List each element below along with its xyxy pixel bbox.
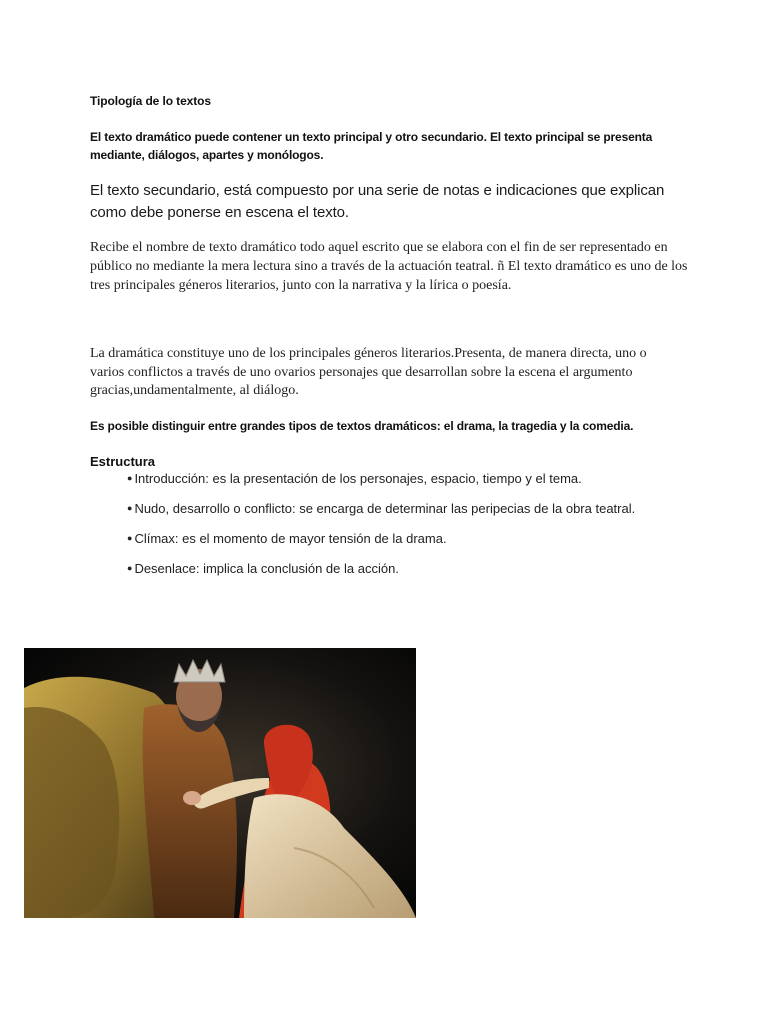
list-item	[127, 470, 727, 500]
bullet-icon: ●	[127, 473, 133, 483]
structure-list	[127, 470, 727, 590]
dramatic-genre-paragraph: La dramática constituye uno de los principales géneros literarios.Presenta, de manera directa, uno o varios conflictos a través de uno ovarios personajes que desarrollan sobre la escena el argumento gracias,undamentalmente, al diálogo.	[90, 346, 647, 398]
intro-paragraph: El texto dramático puede contener un texto principal y otro secundario. El texto principal se presenta mediante, diálogos, apartes y monólogos.	[90, 130, 653, 162]
list-item-text: Introducción: es la presentación de los personajes, espacio, tiempo y el tema.	[134, 471, 582, 486]
list-item-text: Nudo, desarrollo o conflicto: se encarga de determinar las peripecias de la obra teatral.	[134, 501, 636, 516]
definition-paragraph: Recibe el nombre de texto dramático todo aquel escrito que se elabora con el fin de ser representado en público no mediante la mera lectura sino a través de la actuación teatral. ñ El texto dramático es uno de los tres principales géneros literarios, junto con la narrativa y la lírica o poesía.	[90, 240, 688, 293]
king-robe	[143, 704, 237, 918]
theater-scene-photo	[24, 648, 416, 918]
list-item-text: Clímax: es el momento de mayor tensión de la drama.	[134, 531, 447, 546]
list-item	[127, 500, 727, 530]
list-item-text: Desenlace: implica la conclusión de la acción.	[134, 561, 399, 576]
types-paragraph: Es posible distinguir entre grandes tipos de textos dramáticos: el drama, la tragedia y la comedia.	[90, 419, 634, 433]
structure-heading: Estructura	[90, 454, 156, 469]
queen-hand	[183, 791, 201, 805]
secondary-text-paragraph: El texto secundario, está compuesto por una serie de notas e indicaciones que explican como debe ponerse en escena el texto.	[90, 182, 665, 221]
list-item	[127, 560, 727, 590]
list-item	[127, 530, 727, 560]
bullet-icon: ●	[127, 563, 133, 573]
bullet-icon: ●	[127, 533, 133, 543]
bullet-icon: ●	[127, 503, 133, 513]
page-heading: Tipología de lo textos	[90, 94, 211, 108]
